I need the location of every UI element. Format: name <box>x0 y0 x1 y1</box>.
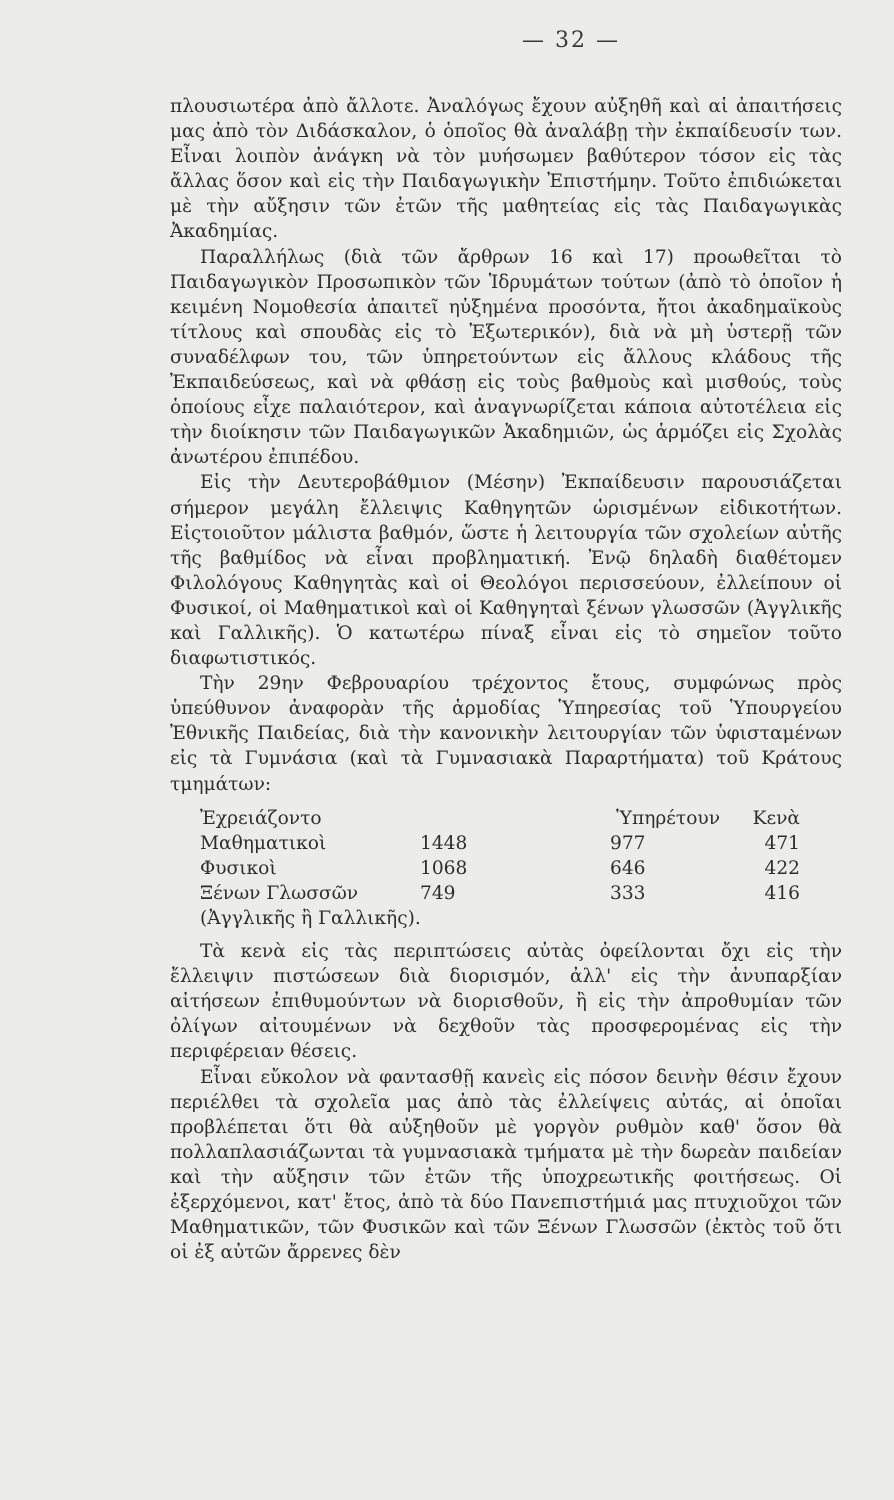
table-row <box>170 856 842 881</box>
row-required: 1068 <box>420 857 468 879</box>
row-required: 749 <box>420 882 456 904</box>
row-required: 1448 <box>420 832 468 854</box>
table-header-row <box>170 806 842 831</box>
table-note: (Ἀγγλικῆς ἢ Γαλλικῆς). <box>200 908 421 929</box>
table-header-vacant: Κενὰ <box>752 807 800 829</box>
table-header-required: Ἐχρειάζοντο <box>200 807 322 829</box>
row-vacant: 416 <box>764 882 800 904</box>
paragraph-3: Εἰς τὴν Δευτεροβάθμιον (Μέσην) Ἐκπαίδευσιν παρουσιάζεται σήμερον μεγάλη ἔλλειψις Καθηγητῶν ὡρισμένων εἰδικοτήτων. Εἰςτοιοῦτον μάλιστα βαθμόν, ὥστε ἡ λειτουργία τῶν σχολείων αὐτῆς τῆς βαθμίδος νὰ εἶναι προβληματική. Ἐνῷ δηλαδὴ διαθέτομεν Φιλολόγους Καθηγητὰς καὶ οἱ Θεολόγοι περισσεύουν, ἐλλείπουν οἱ Φυσικοί, οἱ Μαθηματικοὶ καὶ οἱ Καθηγηταὶ ξένων γλωσσῶν (Ἀγγλικῆς καὶ Γαλλικῆς). Ὁ κατωτέρω πίναξ εἶναι εἰς τὸ σημεῖον τοῦτο διαφωτιστικός. <box>170 472 842 670</box>
table-row <box>170 881 842 906</box>
row-vacant: 422 <box>764 857 800 879</box>
row-label: Φυσικοὶ <box>200 857 277 879</box>
table-header-serving: Ὑπηρέτουν <box>616 807 720 829</box>
paragraph-4: Τὴν 29ην Φεβρουαρίου τρέχοντος ἔτους, συμφώνως πρὸς ὑπεύθυνον ἀναφορὰν τῆς ἁρμοδίας Ὑπηρεσίας τοῦ Ὑπουργείου Ἐθνικῆς Παιδείας, διὰ τὴν κανονικὴν λειτουργίαν τῶν ὑφισταμένων εἰς τὰ Γυμνάσια (καὶ τὰ Γυμνασιακὰ Παραρτήματα) τοῦ Κράτους τμημάτων: <box>170 673 842 795</box>
row-vacant: 471 <box>764 832 800 854</box>
row-label: Ξένων Γλωσσῶν <box>200 882 359 904</box>
paragraph-1: πλουσιωτέρα ἀπὸ ἄλλοτε. Ἀναλόγως ἔχουν αὐξηθῆ καὶ αἱ ἀπαιτήσεις μας ἀπὸ τὸν Διδάσκαλον, ὁ ὁποῖος θὰ ἀναλάβῃ τὴν ἐκπαίδευσίν των. Εἶναι λοιπὸν ἀνάγκη νὰ τὸν μυήσωμεν βαθύτερον τόσον εἰς τὰς ἄλλας ὅσον καὶ εἰς τὴν Παιδαγωγικὴν Ἐπιστήμην. Τοῦτο ἐπιδιώκεται μὲ τὴν αὔξησιν τῶν ἐτῶν τῆς μαθητείας εἰς τὰς Παιδαγωγικὰς Ἀκαδημίας. <box>170 96 842 243</box>
row-serving: 977 <box>610 832 646 854</box>
page-number: — 32 — <box>522 28 620 53</box>
paragraph-2: Παραλλήλως (διὰ τῶν ἄρθρων 16 καὶ 17) προωθεῖται τὸ Παιδαγωγικὸν Προσωπικὸν τῶν Ἱδρυμάτων τούτων (ἀπὸ τὸ ὁποῖον ἡ κειμένη Νομοθεσία ἀπαιτεῖ ηὐξημένα προσόντα, ἤτοι ἀκαδημαϊκοὺς τίτλους καὶ σπουδὰς εἰς τὸ Ἐξωτερικόν), διὰ νὰ μὴ ὑστερῇ τῶν συναδέλφων του, τῶν ὑπηρετούντων εἰς ἄλλους κλάδους τῆς Ἐκπαιδεύσεως, καὶ νὰ φθάσῃ εἰς τοὺς βαθμοὺς καὶ μισθούς, τοὺς ὁποίους εἶχε παλαιότερον, καὶ ἀναγνωρίζεται κάποια αὐτοτέλεια εἰς τὴν διοίκησιν τῶν Παιδαγωγικῶν Ἀκαδημιῶν, ὡς ἁρμόζει εἰς Σχολὰς ἀνωτέρου ἐπιπέδου. <box>170 246 842 469</box>
row-serving: 333 <box>610 882 646 904</box>
teachers-table <box>170 806 842 931</box>
paragraph-5: Τὰ κενὰ εἰς τὰς περιπτώσεις αὐτὰς ὀφείλονται ὄχι εἰς τὴν ἔλλειψιν πιστώσεων διὰ διορισμόν, ἀλλ' εἰς τὴν ἀνυπαρξίαν αἰτήσεων ἐπιθυμούντων νὰ διορισθοῦν, ἢ εἰς τὴν ἀπροθυμίαν τῶν ὀλίγων αἰτουμένων νὰ δεχθοῦν τὰς προσφερομένας εἰς τὴν περιφέρειαν θέσεις. <box>170 941 842 1063</box>
row-serving: 646 <box>610 857 646 879</box>
row-label: Μαθηματικοὶ <box>200 832 327 854</box>
paragraph-6: Εἶναι εὔκολον νὰ φαντασθῇ κανεὶς εἰς πόσον δεινὴν θέσιν ἔχουν περιέλθει τὰ σχολεῖα μας ἀπὸ τὰς ἐλλείψεις αὐτάς, αἱ ὁποῖαι προβλέπεται ὅτι θὰ αὐξηθοῦν μὲ γοργὸν ρυθμὸν καθ' ὅσον θὰ πολλαπλασιάζωνται τὰ γυμνασιακὰ τμήματα μὲ τὴν δωρεὰν παιδείαν καὶ τὴν αὔξησιν τῶν ἐτῶν τῆς ὑποχρεωτικῆς φοιτήσεως. Οἱ ἐξερχόμενοι, κατ' ἔτος, ἀπὸ τὰ δύο Πανεπιστήμιά μας πτυχιοῦχοι τῶν Μαθηματικῶν, τῶν Φυσικῶν καὶ τῶν Ξένων Γλωσσῶν (ἐκτὸς τοῦ ὅτι οἱ ἐξ αὐτῶν ἄρρενες δὲν <box>170 1066 842 1264</box>
table-row <box>170 831 842 856</box>
